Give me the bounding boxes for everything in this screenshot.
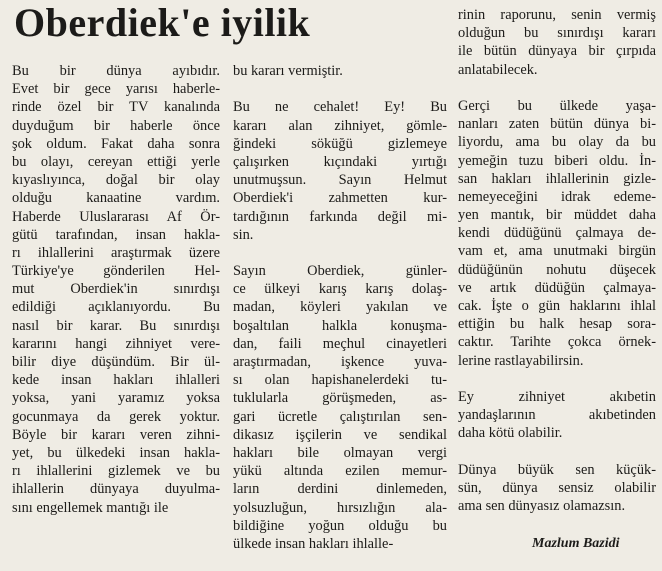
text-line: kararını hangi zihniyet vere- (12, 335, 220, 352)
text-line: anlatabilecek. (458, 61, 538, 78)
text-line: nemeyeceğini idrak edeme- (458, 188, 656, 205)
text-line: tardığının farkında değil mi- (233, 208, 447, 225)
text-line: çalışırken kıçındaki yırtığı (233, 153, 447, 170)
text-line: gocunmaya da gerek yoktur. (12, 408, 220, 425)
text-line: ve artık düdüğün çalmaya- (458, 279, 656, 296)
text-line: tuklularla görüşmeden, as- (233, 390, 447, 407)
text-line: dikasız işçilerin ve sendikal (233, 426, 447, 443)
text-line: kendi düdüğünü çalmaya de- (458, 225, 656, 242)
text-line: yolsuzluğun, hırsızlığın ala- (233, 499, 447, 516)
text-line: vam et, ama unutmaki birgün (458, 243, 656, 260)
text-line: liyordu, ama bu olay da bu (458, 134, 656, 151)
article-column-3 (458, 6, 656, 515)
text-line: ğindeki söküğü gizlemeye (233, 135, 447, 152)
text-line: Sayın Oberdiek, günler- (233, 263, 447, 280)
text-line: bildiğine yoğun olduğu bu (233, 517, 447, 534)
text-line: ile bütün dünyaya bir çırpıda (458, 43, 656, 60)
text-line: Bu ne cehalet! Ey! Bu (233, 99, 447, 116)
text-line: Haberde Uluslararası Af Ör- (12, 208, 220, 225)
text-line: olduğu kanaatine vardım. (12, 190, 220, 207)
text-line: rı ihlallerini gizlemek ve bu (12, 463, 220, 480)
text-line: ama sen dünyasız olamazsın. (458, 498, 626, 515)
text-line: unutmuşsun. Sayın Helmut (233, 172, 447, 189)
text-line: yoksa, yani yaramız yoksa (12, 390, 220, 407)
text-line: nasıl bir karar. Bu sınırdışı (12, 317, 220, 334)
text-line: yükü altında ezilen memur- (233, 463, 447, 480)
text-line: ce ülkeyi karış karış dolaş- (233, 281, 447, 298)
text-line: Ey zihniyet akıbetin (458, 388, 656, 405)
headline: Oberdiek'e iyilik (14, 0, 311, 45)
text-line: caktır. Tarihte çokca örnek- (458, 334, 656, 351)
text-line: cak. İşte o gün haklarını ihlal (458, 298, 656, 314)
text-line: gütü tarafından, insan hakla- (12, 226, 220, 243)
text-line: sün, dünya sensiz olabilir (458, 479, 656, 496)
text-line: Evet bir gece yarısı haberle- (12, 81, 220, 98)
text-line (233, 244, 447, 262)
text-line: yemeğin tuzu biberi oldu. İn- (458, 152, 656, 169)
author-signature: Mazlum Bazidi (532, 536, 620, 551)
text-line: san hakları ihlallerinin gizle- (458, 170, 656, 187)
text-line: gari ücretle çalıştırılan sen- (233, 408, 447, 425)
text-line: rinde özel bir TV kanalında (12, 99, 220, 116)
text-line: ların derdini dinlemeden, (233, 481, 447, 498)
text-line (458, 370, 656, 388)
text-line: düdüğünün nohutu düşecek (458, 261, 656, 278)
text-line: mut Oberdiek'in sınırdışı (12, 281, 220, 298)
text-line: rı ihlallerini araştırmak üzere (12, 244, 220, 261)
text-line: dan, faili meçhul cinayetleri (233, 335, 447, 352)
article-column-1 (12, 62, 220, 517)
text-line: olduğun bu sınırdışı kararı (458, 25, 656, 42)
text-line: Bu bir dünya ayıbıdır. (12, 63, 220, 79)
text-line (458, 443, 656, 461)
text-line: bilir diye düşündüm. Bir ül- (12, 354, 220, 370)
text-line: yandaşlarının akıbetinden (458, 407, 656, 424)
text-line: Dünya büyük sen küçük- (458, 461, 656, 478)
text-line: sı olan hapishanelerdeki tu- (233, 372, 447, 389)
text-line: ettiğin bu halk hesap sora- (458, 316, 656, 333)
text-line (458, 79, 656, 97)
text-line: kararı alan zihniyet, gömle- (233, 117, 447, 134)
text-line: şok oldum. Fakat daha sonra (12, 135, 220, 152)
text-line: daha kötü olabilir. (458, 425, 563, 442)
text-line: hakları bile olmayan vergi (233, 444, 447, 461)
text-line: ihlallerin dünyaya duyulma- (12, 481, 220, 498)
text-line: boşaltılan halkla konuşma- (233, 317, 447, 334)
text-line: sını engellemek mantığı ile (12, 499, 169, 516)
text-line: sin. (233, 226, 254, 243)
text-line: edildiği açıklanıyordu. Bu (12, 299, 220, 316)
text-line: lerine rastlayabilirsin. (458, 352, 584, 369)
text-line: bu olayı, cereyan ettiği yerle (12, 153, 220, 170)
text-line (233, 80, 447, 98)
text-line: Gerçi bu ülkede yaşa- (458, 97, 656, 114)
text-line: kıyaslıyınca, doğal bir olay (12, 172, 220, 189)
text-line: ülkede insan hakları ihlalle- (233, 535, 394, 552)
text-line: duyduğum bir haberle önce (12, 117, 220, 134)
text-line: yet, bu ülkedeki insan hakla- (12, 444, 220, 461)
text-line: madan, köyleri yakılan ve (233, 299, 447, 316)
text-line: Oberdiek'i zahmetten kur- (233, 190, 447, 207)
text-line: kede insan hakları ihlalleri (12, 372, 220, 389)
text-line: yen mantık, bir müddet daha (458, 207, 656, 224)
text-line: araştırmadan, işkence yuva- (233, 354, 447, 370)
text-line: bu kararı vermiştir. (233, 63, 343, 79)
text-line: Böyle bir kararı veren zihni- (12, 426, 220, 443)
text-line: rinin raporunu, senin vermiş (458, 7, 656, 23)
text-line: Türkiye'ye gönderilen Hel- (12, 263, 220, 280)
text-line: nanları zaten bütün dünya bi- (458, 116, 656, 133)
article-column-2 (233, 62, 447, 553)
